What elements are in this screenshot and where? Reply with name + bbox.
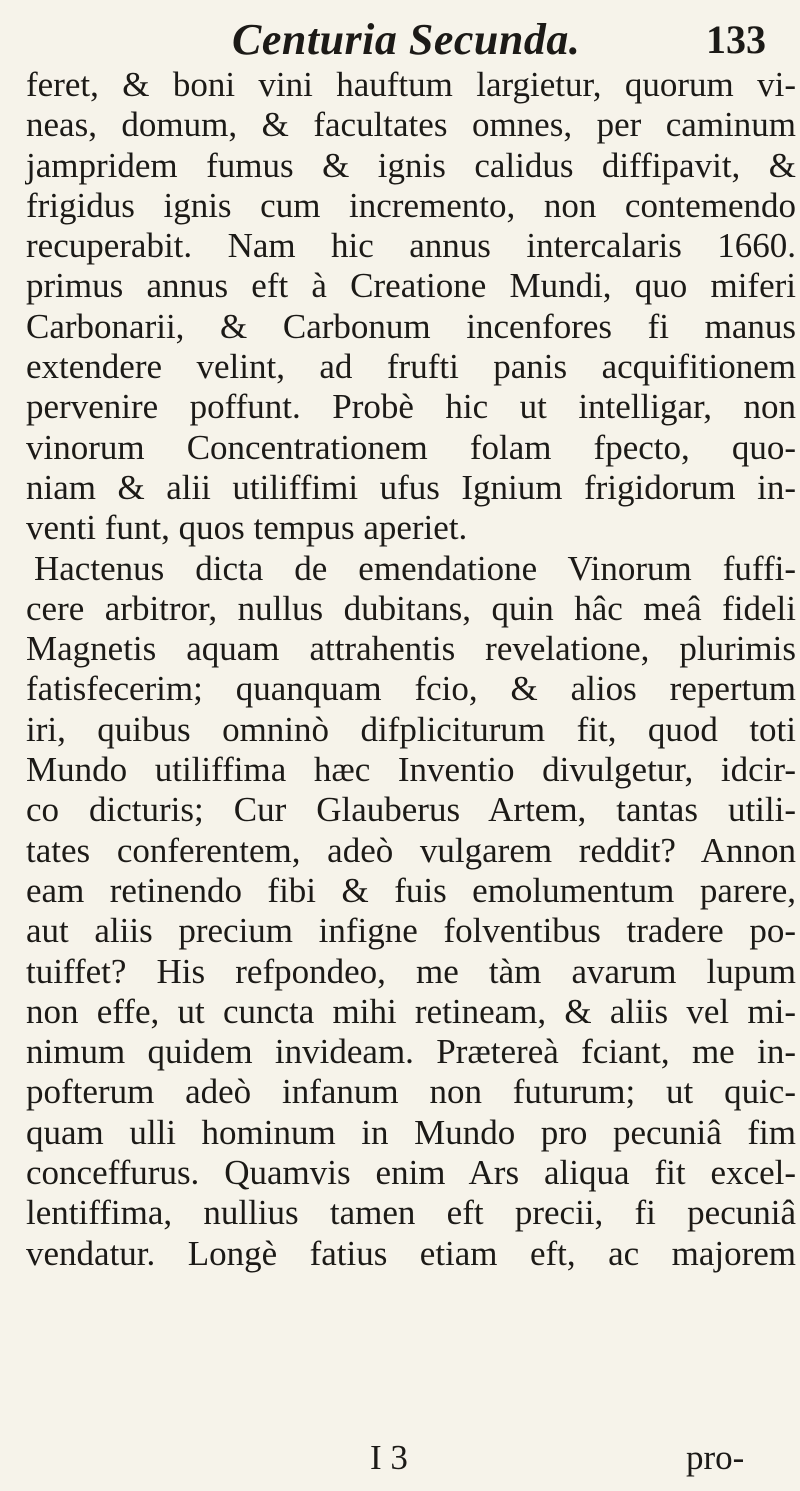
running-head (0, 10, 800, 66)
text-line: fatisfecerim; quanquam fcio, & alios repertum (26, 669, 796, 709)
text-line: feret, & boni vini hauftum largietur, quorum vi- (26, 65, 796, 104)
catchword: pro- (686, 1438, 745, 1477)
text-line: extendere velint, ad frufti panis acquifitionem (26, 347, 796, 387)
signature-mark: I 3 (370, 1438, 408, 1477)
paragraph-end-line: venti funt, quos tempus aperiet. (26, 508, 468, 548)
text-line: tates conferentem, adeò vulgarem reddit? Annon (26, 830, 796, 870)
text-line: primus annus eft à Creatione Mundi, quo miferi (26, 266, 796, 306)
text-line: pofterum adeò infanum non futurum; ut quic- (26, 1072, 796, 1112)
page-footer (0, 1438, 800, 1482)
text-line: non effe, ut cuncta mihi retineam, & aliis vel mi- (26, 991, 796, 1031)
paragraph-start-line: Hactenus dicta de emendatione Vinorum fuffi- (34, 548, 796, 588)
text-line: Carbonarii, & Carbonum incenfores fi manus (26, 306, 796, 346)
text-line: eam retinendo fibi & fuis emolumentum parere, (26, 870, 796, 910)
text-line: neas, domum, & facultates omnes, per caminum (26, 105, 796, 145)
text-line: tuiffet? His refpondeo, me tàm avarum lupum (26, 951, 796, 991)
text-line: quam ulli hominum in Mundo pro pecuniâ fim (26, 1112, 796, 1152)
text-line: pervenire poffunt. Probè hic ut intelligar, non (26, 387, 796, 427)
text-line: jampridem fumus & ignis calidus diffipavit, & (26, 145, 796, 185)
text-line: co dicturis; Cur Glauberus Artem, tantas utili- (26, 790, 796, 830)
text-line: cere arbitror, nullus dubitans, quin hâc meâ fideli (26, 588, 796, 628)
text-line: niam & alii utiliffimi ufus Ignium frigidorum in- (26, 467, 796, 507)
text-line: Mundo utiliffima hæc Inventio divulgetur, idcir- (26, 750, 796, 790)
text-line: vinorum Concentrationem folam fpecto, quo- (26, 427, 796, 467)
body-text (26, 65, 796, 1274)
page-number: 133 (706, 17, 766, 62)
text-line: recuperabit. Nam hic annus intercalaris 1660. (26, 226, 796, 266)
text-line: vendatur. Longè fatius etiam eft, ac majorem (26, 1233, 796, 1273)
text-line: iri, quibus omninò difpliciturum fit, quod toti (26, 709, 796, 749)
text-line: conceffurus. Quamvis enim Ars aliqua fit excel- (26, 1153, 796, 1193)
running-title: Centuria Secunda. (232, 15, 581, 64)
text-line: Magnetis aquam attrahentis revelatione, plurimis (26, 629, 796, 669)
text-line: nimum quidem invideam. Prætereà fciant, me in- (26, 1032, 796, 1072)
text-line: frigidus ignis cum incremento, non contemendo (26, 185, 796, 225)
text-line: aut aliis precium infigne folventibus tradere po- (26, 911, 796, 951)
text-line: lentiffima, nullius tamen eft precii, fi pecuniâ (26, 1193, 796, 1233)
